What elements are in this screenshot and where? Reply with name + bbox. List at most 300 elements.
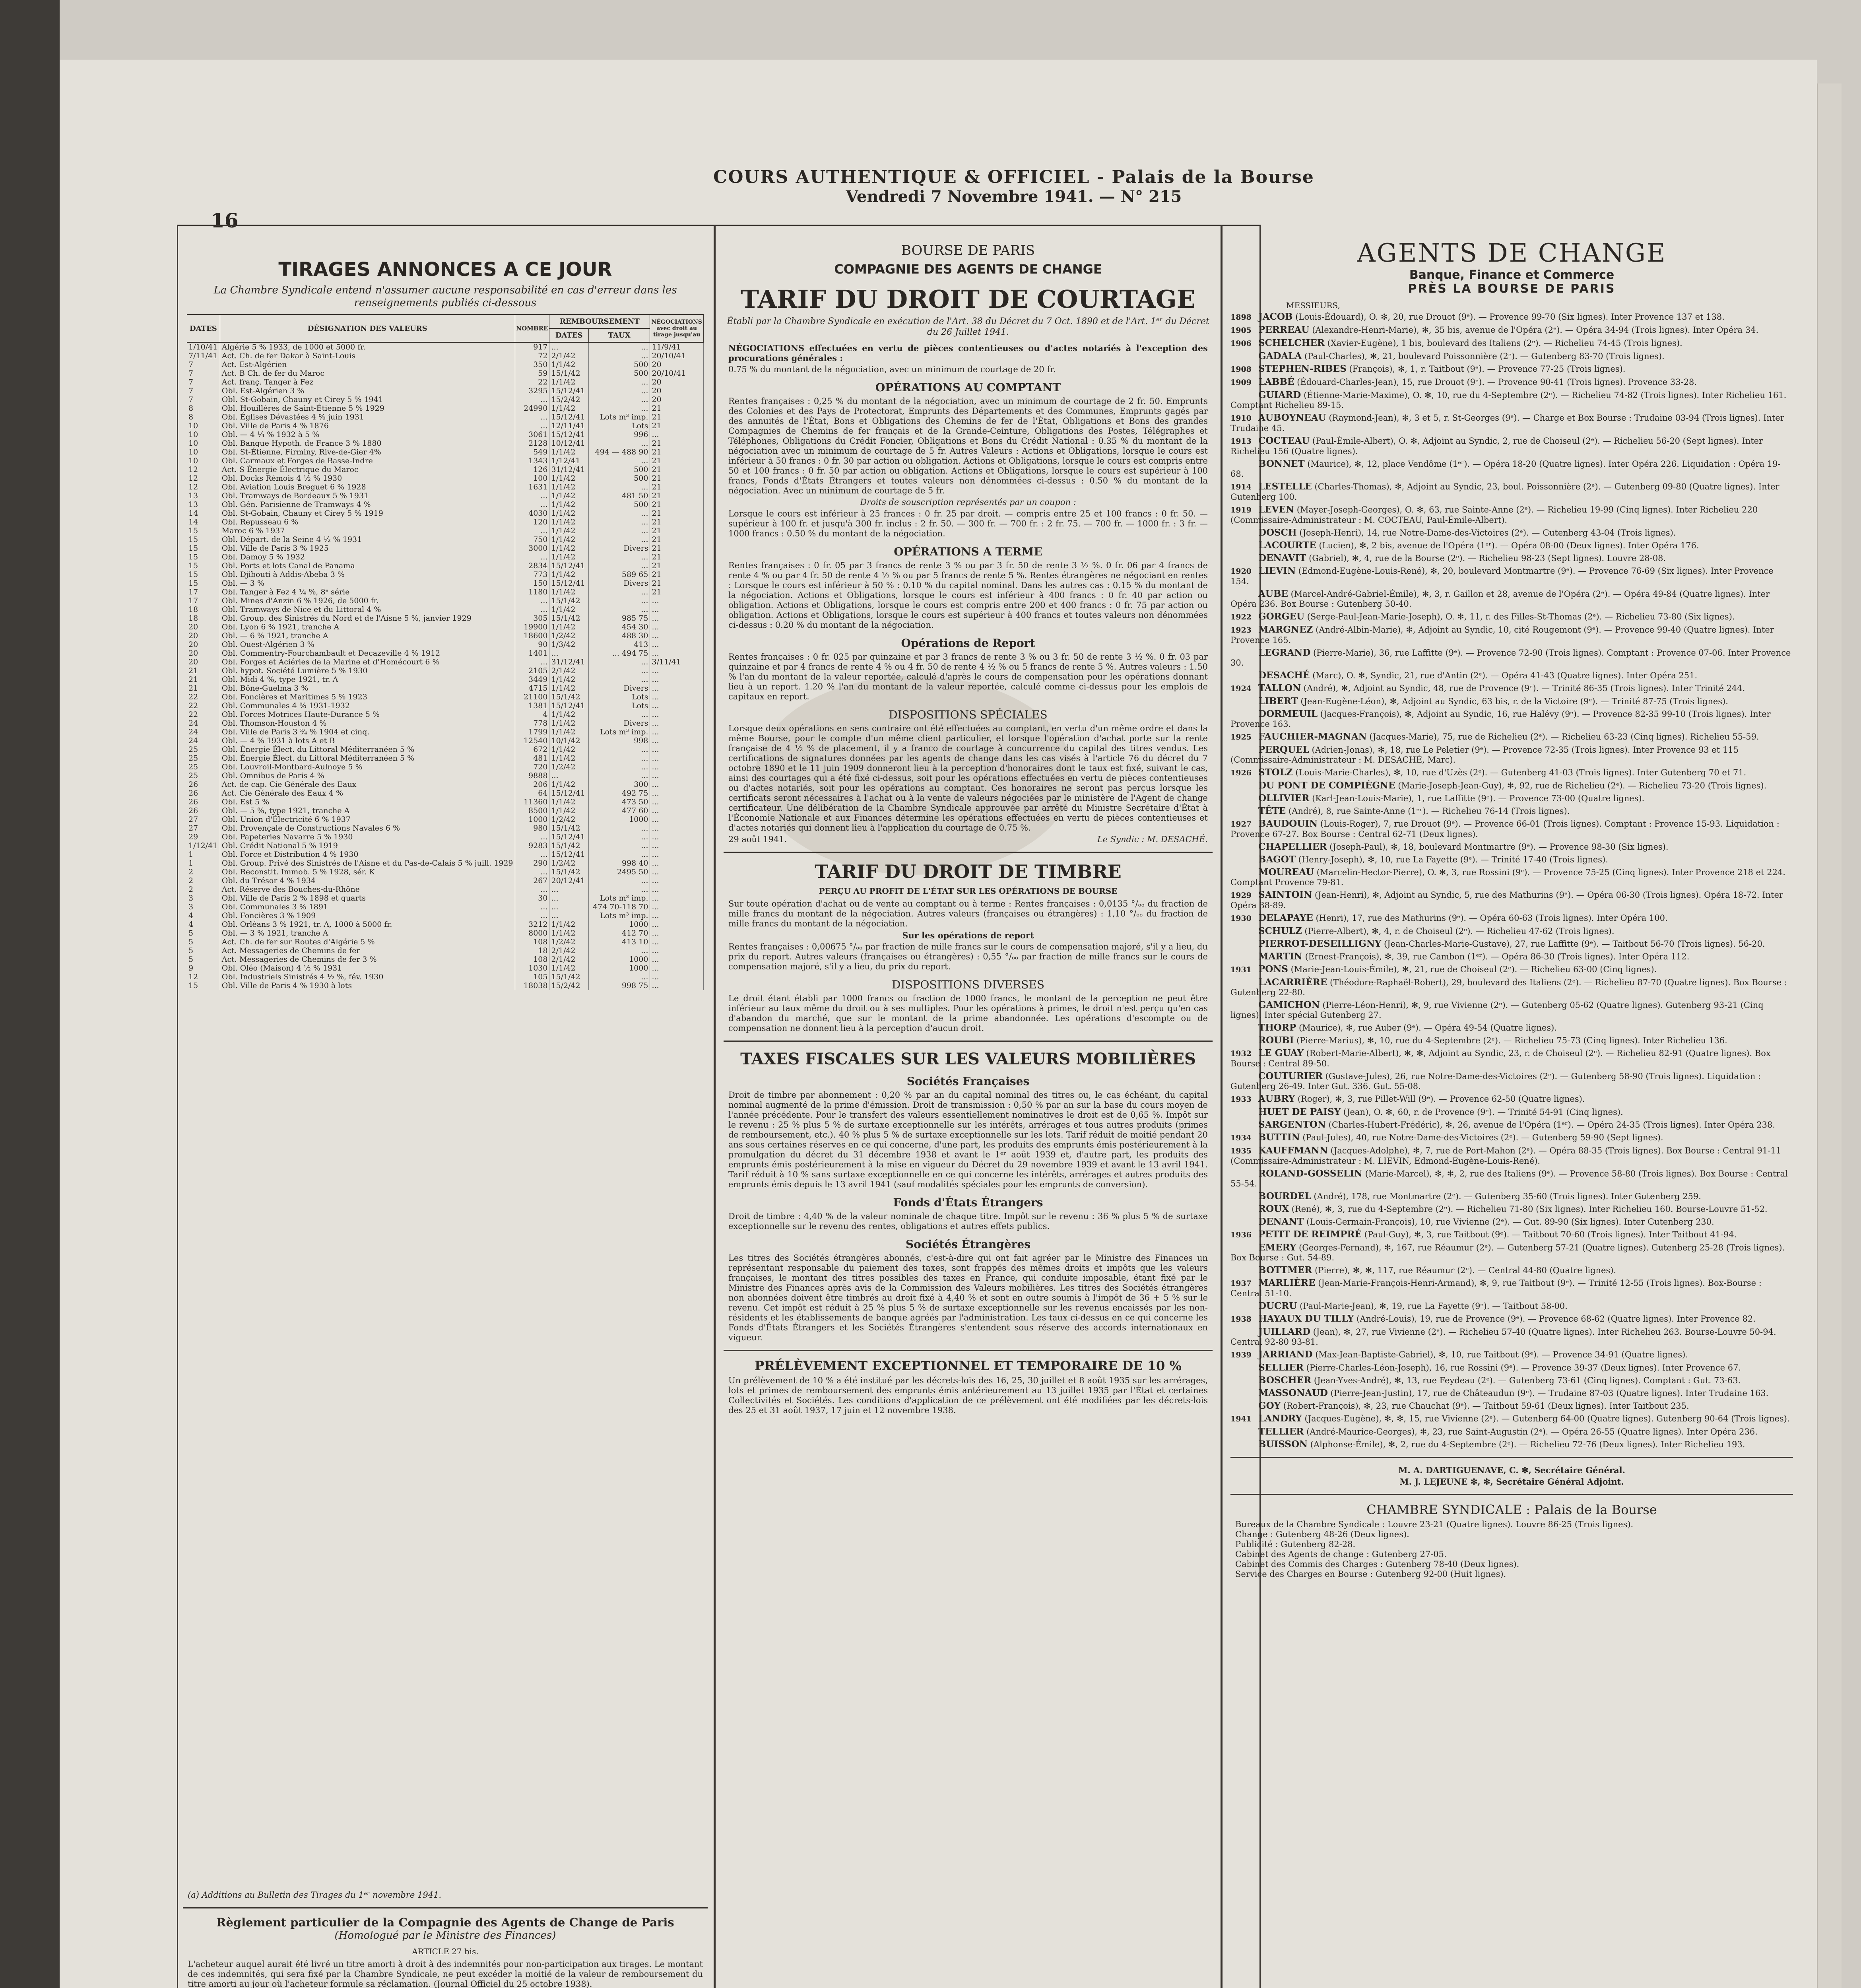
cell-date: 15 bbox=[187, 535, 220, 544]
cell-desc: Obl. Tanger à Fez 4 ¼ %, 8ᵉ série bbox=[220, 588, 515, 596]
agent-name: AUBOYNEAU bbox=[1258, 412, 1326, 423]
cell-rdate: 12/11/41 bbox=[549, 421, 589, 430]
table-row bbox=[187, 544, 704, 553]
agent-name: MARGNEZ bbox=[1258, 624, 1313, 635]
cell-desc: Act. B Ch. de fer du Maroc bbox=[220, 369, 515, 378]
table-row bbox=[187, 885, 704, 894]
agent-year: 1941 bbox=[1230, 1415, 1252, 1423]
cell-taux: 1000 bbox=[588, 964, 650, 973]
cell-rdate: 1/1/42 bbox=[549, 806, 589, 815]
table-row bbox=[187, 369, 704, 378]
cell-neg: ... bbox=[650, 815, 704, 824]
cell-neg: ... bbox=[650, 789, 704, 798]
cell-taux: ... bbox=[588, 946, 650, 955]
cell-date: 22 bbox=[187, 693, 220, 701]
cell-nombre: 108 bbox=[515, 955, 549, 964]
cell-desc: Obl. Ville de Paris 4 % 1876 bbox=[220, 421, 515, 430]
cell-nombre: ... bbox=[515, 850, 549, 859]
cell-rdate: 1/1/42 bbox=[549, 544, 589, 553]
cell-date: 5 bbox=[187, 929, 220, 938]
agent-entry bbox=[1230, 553, 1793, 563]
cell-date: 8 bbox=[187, 404, 220, 413]
agent-name: GADALA bbox=[1258, 351, 1302, 361]
cell-desc: Obl. — 3 % 1921, tranche A bbox=[220, 929, 515, 938]
table-row bbox=[187, 386, 704, 395]
cell-neg: ... bbox=[650, 684, 704, 693]
cell-rdate: 1/1/42 bbox=[549, 378, 589, 386]
cell-neg: 20/10/41 bbox=[650, 369, 704, 378]
cell-nombre: ... bbox=[515, 413, 549, 421]
table-row bbox=[187, 911, 704, 920]
cell-rdate: 10/1/42 bbox=[549, 736, 589, 745]
cell-neg: ... bbox=[650, 728, 704, 736]
agent-entry bbox=[1230, 1265, 1793, 1276]
agent-details: (Marcel-André-Gabriel-Émile), ✻, 3, r. Gaillon et 28, avenue de l'Opéra (2ᵉ). — Opéra 49-84 (Quatre lignes). Inter Opéra 236. Box Bourse : Gutenberg 50-40. bbox=[1230, 589, 1770, 609]
agent-entry bbox=[1230, 793, 1793, 804]
cell-nombre: 4030 bbox=[515, 509, 549, 518]
cell-rdate: 31/12/41 bbox=[549, 465, 589, 474]
cell-rdate: 20/12/41 bbox=[549, 876, 589, 885]
table-row bbox=[187, 474, 704, 483]
cell-taux: Lots m³ imp. bbox=[588, 413, 650, 421]
table-row bbox=[187, 509, 704, 518]
taxes-title: TAXES FISCALES SUR LES VALEURS MOBILIÈRES bbox=[740, 1050, 1196, 1068]
comptant-text: Rentes françaises : 0,25 % du montant de la négociation, avec un minimum de courtage de 2 fr. 50. Emprunts des Colonies et des Pays de Protectorat, Emprunts des Départements et des Communes, Emprunts gagés par des annuités de l'État, Bons et Obligations des Chemins de fer de l'État, Obligations et Bons des grandes Compagnies de Chemins de fer français et de la Grande-Ceinture, Obligations des Postes, Télégraphes et Téléphones, Obligations du Crédit Foncier, Obligations et Bons du Crédit National : 0.35 % du montant de la négociation avec un minimum de courtage de 5 fr. Autres Valeurs : Actions et Obligations, lorsque le cours est inférieur à 50 francs : 0 fr. 30 par action ou obligation. Actions et Obligations, lorsque le cours est compris entre 50 et 100 francs : 0 fr. 50 par action ou obligation. Actions et Obligations, lorsque le cours est supérieur à 100 francs, Fonds d'États Étrangers et toutes valeurs non dénommées ci-dessus : 0.50 % du montant de la négociation. Avec un minimum de courtage de 5 fr. bbox=[728, 396, 1208, 495]
table-row bbox=[187, 413, 704, 421]
table-row bbox=[187, 771, 704, 780]
table-row bbox=[187, 596, 704, 605]
agent-entry bbox=[1230, 566, 1793, 586]
agent-entry bbox=[1230, 926, 1793, 936]
cell-desc: Obl. Mines d'Anzin 6 % 1926, de 5000 fr. bbox=[220, 596, 515, 605]
agent-details: (René), ✻, 3, rue du 4-Septembre (2ᵉ). — Richelieu 71-80 (Six lignes). Inter Richelieu 160. Bourse-Louvre 51-52. bbox=[1291, 1204, 1768, 1214]
cell-nombre: 18600 bbox=[515, 631, 549, 640]
agent-details: (Georges-Fernand), ✻, 167, rue Réaumur (2ᵉ). — Gutenberg 57-21 (Quatre lignes). Gutenberg 25-28 (Trois lignes). Box Bourse : Gut. 54-89. bbox=[1230, 1243, 1785, 1262]
cell-desc: Obl. Industriels Sinistrés 4 ½ %, fév. 1930 bbox=[220, 973, 515, 981]
col-nombre: NOMBRE bbox=[515, 315, 549, 342]
cell-neg: ... bbox=[650, 911, 704, 920]
cell-desc: Obl. Lyon 6 % 1921, tranche A bbox=[220, 623, 515, 631]
agent-year: 1922 bbox=[1230, 613, 1252, 621]
timbre-text2: Rentes françaises : 0,00675 °/ₒₒ par fraction de mille francs sur le cours de compensation majoré, s'il y a lieu, du prix du report. Autres valeurs (françaises ou étrangères) : 0,55 °/ₒₒ par fraction de mille francs sur le cours de compensation majoré, s'il y a lieu, du prix du report. bbox=[728, 942, 1208, 971]
agent-name: LANDRY bbox=[1258, 1413, 1302, 1424]
cell-desc: Obl. Est 5 % bbox=[220, 798, 515, 806]
agent-name: LACOURTE bbox=[1258, 540, 1316, 551]
agent-name: DORMEUIL bbox=[1258, 709, 1318, 719]
agent-name: MARTIN bbox=[1258, 951, 1302, 962]
table-row bbox=[187, 561, 704, 570]
agent-details: (André-Maurice-Georges), ✻, 23, rue Saint-Augustin (2ᵉ). — Opéra 26-55 (Quatre lignes). Inter Opéra 236. bbox=[1306, 1427, 1758, 1437]
agent-entry bbox=[1230, 325, 1793, 336]
agent-entry bbox=[1230, 528, 1793, 538]
cell-neg: ... bbox=[650, 973, 704, 981]
soc-et-title: Sociétés Étrangères bbox=[906, 1238, 1030, 1251]
cell-date: 10 bbox=[187, 421, 220, 430]
agent-name: ROUBI bbox=[1258, 1035, 1294, 1046]
cell-taux: ... bbox=[588, 745, 650, 754]
cell-date: 2 bbox=[187, 876, 220, 885]
cell-nombre: 21100 bbox=[515, 693, 549, 701]
agent-name: BOSCHER bbox=[1258, 1375, 1312, 1386]
cell-nombre: 778 bbox=[515, 719, 549, 728]
agent-details: (Louis-Édouard), O. ✻, 20, rue Drouot (9ᵉ). — Provence 99-70 (Six lignes). Inter Provence 137 et 138. bbox=[1295, 312, 1725, 322]
cell-neg: ... bbox=[650, 876, 704, 885]
table-row bbox=[187, 421, 704, 430]
comptant-title: OPÉRATIONS AU COMPTANT bbox=[875, 381, 1061, 394]
agent-entry bbox=[1230, 913, 1793, 924]
cell-neg: ... bbox=[650, 780, 704, 789]
agent-entry bbox=[1230, 459, 1793, 479]
cell-neg: 21 bbox=[650, 570, 704, 579]
divider bbox=[724, 852, 1213, 853]
table-row bbox=[187, 518, 704, 526]
cell-neg: ... bbox=[650, 859, 704, 868]
agent-entry bbox=[1230, 819, 1793, 839]
agent-name: GUIARD bbox=[1258, 390, 1301, 400]
cell-nombre: 350 bbox=[515, 360, 549, 369]
cell-taux: 1000 bbox=[588, 920, 650, 929]
agent-entry bbox=[1230, 1023, 1793, 1033]
cell-neg: ... bbox=[650, 430, 704, 439]
agent-name: TALLON bbox=[1258, 683, 1301, 693]
agent-entry bbox=[1230, 1107, 1793, 1117]
cell-taux: ... bbox=[588, 710, 650, 719]
cell-nombre: ... bbox=[515, 885, 549, 894]
agent-name: SELLIER bbox=[1258, 1362, 1304, 1373]
table-row bbox=[187, 623, 704, 631]
cell-date: 26 bbox=[187, 789, 220, 798]
cell-rdate: 31/12/41 bbox=[549, 658, 589, 666]
agent-name: EMERY bbox=[1258, 1242, 1296, 1253]
cell-date: 4 bbox=[187, 920, 220, 929]
cell-taux: Lots bbox=[588, 421, 650, 430]
table-row bbox=[187, 456, 704, 465]
agent-details: (Maurice), ✻, 12, place Vendôme (1ᵉʳ). — Opéra 18-20 (Quatre lignes). Inter Opéra 226. Liquidation : Opéra 19-68. bbox=[1230, 459, 1781, 479]
page-edge bbox=[1817, 83, 1842, 1988]
tirages-subtitle: La Chambre Syndicale entend n'assumer aucune responsabilité en cas d'erreur dans les renseignements publiés ci-dessous bbox=[213, 284, 677, 309]
cell-desc: Act. Ch. de fer Dakar à Saint-Louis bbox=[220, 351, 515, 360]
cell-nombre: ... bbox=[515, 395, 549, 404]
agent-details: (Pierre-Marie), 36, rue Laffitte (9ᵉ). — Provence 72-90 (Trois lignes). Comptant : Provence 07-06. Inter Provence 30. bbox=[1230, 648, 1791, 668]
agent-entry bbox=[1230, 1314, 1793, 1324]
cell-neg: ... bbox=[650, 850, 704, 859]
agent-entry bbox=[1230, 1401, 1793, 1411]
agent-year: 1908 bbox=[1230, 365, 1252, 374]
table-row bbox=[187, 868, 704, 876]
agent-entry bbox=[1230, 709, 1793, 729]
cell-date: 14 bbox=[187, 509, 220, 518]
cell-neg: ... bbox=[650, 946, 704, 955]
agent-name: LE GUAY bbox=[1258, 1048, 1304, 1058]
agent-entry bbox=[1230, 540, 1793, 551]
agent-name: STOLZ bbox=[1258, 767, 1293, 778]
cell-nombre: 2128 bbox=[515, 439, 549, 448]
cell-rdate: 2/1/42 bbox=[549, 955, 589, 964]
cell-taux: Lots m³ imp. bbox=[588, 728, 650, 736]
cell-neg: ... bbox=[650, 649, 704, 658]
cell-desc: Obl. hypot. Société Lumière 5 % 1930 bbox=[220, 666, 515, 675]
table-row bbox=[187, 579, 704, 588]
cell-taux: 494 — 488 90 bbox=[588, 448, 650, 456]
agent-name: TÊTE bbox=[1258, 806, 1286, 816]
cell-desc: Obl. Force et Distribution 4 % 1930 bbox=[220, 850, 515, 859]
table-row bbox=[187, 850, 704, 859]
cell-taux: Divers bbox=[588, 684, 650, 693]
table-row bbox=[187, 535, 704, 544]
agent-year: 1910 bbox=[1230, 414, 1252, 423]
agent-name: AUBE bbox=[1258, 588, 1288, 599]
tirages-column bbox=[183, 235, 708, 1988]
agent-entry bbox=[1230, 1229, 1793, 1240]
agent-name: LEVEN bbox=[1258, 504, 1294, 515]
cell-date: 5 bbox=[187, 946, 220, 955]
cell-desc: Obl. Commentry-Fourchambault et Decazeville 4 % 1912 bbox=[220, 649, 515, 658]
cell-taux: ... bbox=[588, 605, 650, 614]
cell-desc: Obl. — 3 % bbox=[220, 579, 515, 588]
cell-rdate: 1/1/42 bbox=[549, 491, 589, 500]
agent-entry bbox=[1230, 1363, 1793, 1373]
cell-taux: ... bbox=[588, 885, 650, 894]
courtage-subtitle: Établi par la Chambre Syndicale en exécution de l'Art. 38 du Décret du 7 Oct. 1890 et de l'Art. 1ᵉʳ du Décret du 26 Juillet 1941. bbox=[727, 316, 1209, 337]
cell-neg: 21 bbox=[650, 456, 704, 465]
agent-year: 1919 bbox=[1230, 506, 1252, 514]
cell-desc: Act. franç. Tanger à Fez bbox=[220, 378, 515, 386]
chambre-line: Service des Charges en Bourse : Gutenberg 92-00 (Huit lignes). bbox=[1235, 1569, 1506, 1579]
agent-details: (Mayer-Joseph-Georges), O. ✻, 63, rue Sainte-Anne (2ᵉ). — Richelieu 19-99 (Cinq lignes). Inter Richelieu 220 (Commissaire-Administrateur : M. COCTEAU, Paul-Émile-Albert). bbox=[1230, 505, 1758, 525]
fonds-title: Fonds d'États Étrangers bbox=[893, 1196, 1043, 1209]
cell-rdate: 1/1/42 bbox=[549, 509, 589, 518]
secretaire-adjoint: M. J. LEJEUNE ✻, ✻, Secrétaire Général Adjoint. bbox=[1399, 1477, 1624, 1487]
prelevement-title: PRÉLÈVEMENT EXCEPTIONNEL ET TEMPORAIRE DE 10 % bbox=[755, 1358, 1182, 1373]
cell-desc: Obl. St-Gobain, Chauny et Cirey 5 % 1919 bbox=[220, 509, 515, 518]
cell-date: 5 bbox=[187, 955, 220, 964]
cell-rdate: 15/1/42 bbox=[549, 369, 589, 378]
cell-taux: ... bbox=[588, 763, 650, 771]
dispositions-title: DISPOSITIONS SPÉCIALES bbox=[889, 708, 1048, 721]
cell-desc: Obl. Départ. de la Seine 4 ½ % 1931 bbox=[220, 535, 515, 544]
agent-details: (Ernest-François), ✻, 39, rue Cambon (1ᵉʳ). — Opéra 86-30 (Trois lignes). Inter Opéra 112. bbox=[1305, 952, 1690, 961]
table-row bbox=[187, 491, 704, 500]
cell-nombre: ... bbox=[515, 868, 549, 876]
cell-neg: ... bbox=[650, 771, 704, 780]
table-row bbox=[187, 710, 704, 719]
cell-desc: Obl. Group. des Sinistrés du Nord et de l'Aisne 5 %, janvier 1929 bbox=[220, 614, 515, 623]
agent-year: 1930 bbox=[1230, 914, 1252, 923]
agent-details: (Louis-Roger), 7, rue Drouot (9ᵉ). — Provence 66-01 (Trois lignes). Comptant : Provence 15-93. Liquidation : Provence 67-27. Box Bourse : Central 62-71 (Deux lignes). bbox=[1230, 819, 1779, 839]
cell-nombre: 4 bbox=[515, 710, 549, 719]
cell-desc: Act. Ch. de fer sur Routes d'Algérie 5 % bbox=[220, 938, 515, 946]
cell-rdate: 1/1/42 bbox=[549, 404, 589, 413]
agent-entry bbox=[1230, 1388, 1793, 1398]
col-remboursement: REMBOURSEMENT bbox=[549, 315, 650, 328]
compagnie-label: COMPAGNIE DES AGENTS DE CHANGE bbox=[834, 262, 1102, 277]
cell-nombre: 267 bbox=[515, 876, 549, 885]
cell-rdate: 1/2/42 bbox=[549, 859, 589, 868]
table-row bbox=[187, 588, 704, 596]
cell-rdate: 1/1/42 bbox=[549, 798, 589, 806]
cell-date: 1/12/41 bbox=[187, 841, 220, 850]
agent-details: (Pierre-Jean-Justin), 17, rue de Châteaudun (9ᵉ). — Trudaine 87-03 (Quatre lignes). Inter Trudaine 163. bbox=[1330, 1388, 1769, 1398]
cell-neg: ... bbox=[650, 631, 704, 640]
cell-taux: ... bbox=[588, 535, 650, 544]
agent-name: TELLIER bbox=[1258, 1426, 1304, 1437]
cell-nombre: 108 bbox=[515, 938, 549, 946]
cell-taux: Lots m³ imp. bbox=[588, 911, 650, 920]
agent-name: DENAVIT bbox=[1258, 553, 1306, 563]
cell-neg: ... bbox=[650, 824, 704, 833]
cell-neg: 21 bbox=[650, 465, 704, 474]
cell-neg: 21 bbox=[650, 553, 704, 561]
cell-rdate: 1/1/42 bbox=[549, 675, 589, 684]
cell-neg: ... bbox=[650, 675, 704, 684]
secretaire-general: M. A. DARTIGUENAVE, C. ✻, Secrétaire Général. bbox=[1398, 1465, 1625, 1475]
cell-nombre: 150 bbox=[515, 579, 549, 588]
col-remb-dates: DATES bbox=[549, 328, 589, 342]
agent-entry bbox=[1230, 1035, 1793, 1046]
table-row bbox=[187, 938, 704, 946]
cell-neg: ... bbox=[650, 894, 704, 903]
table-row bbox=[187, 378, 704, 386]
agents-title: AGENTS DE CHANGE bbox=[1357, 239, 1667, 268]
cell-desc: Act. S Énergie Électrique du Maroc bbox=[220, 465, 515, 474]
cell-nombre: 290 bbox=[515, 859, 549, 868]
soc-fr-title: Sociétés Françaises bbox=[906, 1075, 1030, 1088]
agent-name: COUTURIER bbox=[1258, 1071, 1323, 1081]
cell-rdate: 15/12/41 bbox=[549, 833, 589, 841]
cell-rdate: 1/1/42 bbox=[549, 526, 589, 535]
cell-rdate: 1/2/42 bbox=[549, 763, 589, 771]
agent-name: LESTELLE bbox=[1258, 481, 1312, 492]
table-row bbox=[187, 553, 704, 561]
cell-neg: ... bbox=[650, 719, 704, 728]
agent-details: (Raymond-Jean), ✻, 3 et 5, r. St-Georges (9ᵉ). — Charge et Box Bourse : Trudaine 03-94 (Trois lignes). Inter Trudaine 45. bbox=[1230, 413, 1784, 433]
agent-name: BOTTMER bbox=[1258, 1265, 1312, 1276]
cell-taux: 481 50 bbox=[588, 491, 650, 500]
table-row bbox=[187, 693, 704, 701]
cell-desc: Obl. Repusseau 6 % bbox=[220, 518, 515, 526]
cell-rdate: 1/1/42 bbox=[549, 728, 589, 736]
agent-year: 1929 bbox=[1230, 891, 1252, 900]
cell-rdate: 15/1/42 bbox=[549, 824, 589, 833]
cell-date: 24 bbox=[187, 736, 220, 745]
table-row bbox=[187, 728, 704, 736]
agent-entry bbox=[1230, 806, 1793, 816]
agent-name: GOY bbox=[1258, 1400, 1281, 1411]
table-row bbox=[187, 351, 704, 360]
cell-neg: ... bbox=[650, 798, 704, 806]
agent-entry bbox=[1230, 670, 1793, 681]
chambre-lines bbox=[1230, 1520, 1793, 1579]
cell-nombre: 120 bbox=[515, 518, 549, 526]
cell-rdate: 1/1/42 bbox=[549, 518, 589, 526]
cell-rdate: 15/12/41 bbox=[549, 413, 589, 421]
cell-desc: Obl. Papeteries Navarre 5 % 1930 bbox=[220, 833, 515, 841]
table-row bbox=[187, 789, 704, 798]
agent-name: BUISSON bbox=[1258, 1439, 1308, 1450]
agent-entry bbox=[1230, 648, 1793, 668]
cell-date: 24 bbox=[187, 728, 220, 736]
cell-rdate: 1/1/42 bbox=[549, 535, 589, 544]
report-text: Rentes françaises : 0 fr. 025 par quinzaine et par 3 francs de rente 3 % ou 3 fr. 50 de rente 3 ½ %. 0 fr. 03 par quinzaine et par 4 francs de rente 4 % ou 4 fr. 50 de rente 4 ½ % ou 5 francs de rente 5 %. Autres valeurs : 1.50 % l'an du montant de la valeur reportée, calculé d'après le cours de compensation pour les opérations donnant lieu à un report. 1.20 % l'an du montant de la valeur reportée, calculé comme ci-dessus pour les emplois de capitaux en report. bbox=[728, 652, 1208, 701]
agent-details: (Louis-Marie-Charles), ✻, 10, rue d'Uzès (2ᵉ). — Gutenberg 41-03 (Trois lignes). Inter Gutenberg 70 et 71. bbox=[1295, 768, 1747, 777]
column-divider bbox=[714, 225, 716, 1988]
agent-details: (Paul-Charles), ✻, 21, boulevard Poissonnière (2ᵉ). — Gutenberg 83-70 (Trois lignes). bbox=[1304, 351, 1665, 361]
agent-entry bbox=[1230, 351, 1793, 361]
agent-name: DU PONT DE COMPIÈGNE bbox=[1258, 780, 1395, 791]
agent-entry bbox=[1230, 683, 1793, 694]
agent-year: 1924 bbox=[1230, 684, 1252, 693]
agent-details: (Alexandre-Henri-Marie), ✻, 35 bis, avenue de l'Opéra (2ᵉ). — Opéra 34-94 (Trois lignes). Inter Opéra 34. bbox=[1312, 325, 1759, 335]
cell-nombre: 672 bbox=[515, 745, 549, 754]
cell-taux: ... bbox=[588, 850, 650, 859]
cell-desc: Obl. Tramways de Bordeaux 5 % 1931 bbox=[220, 491, 515, 500]
cell-date: 2 bbox=[187, 868, 220, 876]
agent-entry bbox=[1230, 1217, 1793, 1227]
cell-rdate: ... bbox=[549, 649, 589, 658]
agent-name: HUET DE PAISY bbox=[1258, 1107, 1341, 1117]
agent-details: (André), ✻, Adjoint au Syndic, 48, rue de Provence (9ᵉ). — Trinité 86-35 (Trois lignes). Inter Trinité 244. bbox=[1303, 683, 1745, 693]
cell-rdate: ... bbox=[549, 342, 589, 351]
cell-neg: 21 bbox=[650, 579, 704, 588]
cell-neg: ... bbox=[650, 929, 704, 938]
agent-entry bbox=[1230, 1301, 1793, 1311]
cell-nombre: 3061 bbox=[515, 430, 549, 439]
cell-date: 15 bbox=[187, 553, 220, 561]
cell-nombre: ... bbox=[515, 596, 549, 605]
cell-taux: 492 75 bbox=[588, 789, 650, 798]
chambre-line: Change : Gutenberg 48-26 (Deux lignes). bbox=[1235, 1530, 1409, 1539]
cell-neg: 21 bbox=[650, 421, 704, 430]
cell-desc: Obl. — 4 ¼ % 1932 à 5 % bbox=[220, 430, 515, 439]
cell-desc: Obl. Djibouti à Addis-Abeba 3 % bbox=[220, 570, 515, 579]
cell-neg: ... bbox=[650, 640, 704, 649]
cell-neg: ... bbox=[650, 833, 704, 841]
table-row bbox=[187, 342, 704, 351]
cell-taux: ... bbox=[588, 833, 650, 841]
cell-nombre: 2834 bbox=[515, 561, 549, 570]
agent-name: LABBÉ bbox=[1258, 377, 1294, 387]
table-row bbox=[187, 658, 704, 666]
agent-details: (Xavier-Eugène), 1 bis, boulevard des Italiens (2ᵉ). — Richelieu 74-45 (Trois lignes). bbox=[1327, 338, 1682, 348]
cell-desc: Obl. Forges et Aciéries de la Marine et d'Homécourt 6 % bbox=[220, 658, 515, 666]
agent-name: SCHELCHER bbox=[1258, 338, 1325, 348]
agent-year: 1906 bbox=[1230, 339, 1252, 348]
cell-nombre: ... bbox=[515, 526, 549, 535]
timbre-report-title: Sur les opérations de report bbox=[902, 930, 1034, 940]
agent-entry bbox=[1230, 780, 1793, 791]
table-row bbox=[187, 841, 704, 850]
tirages-note: (a) Additions au Bulletin des Tirages du 1ᵉʳ novembre 1941. bbox=[188, 1890, 442, 1900]
agent-name: DESACHÉ bbox=[1258, 670, 1310, 681]
cell-rdate: 15/2/42 bbox=[549, 981, 589, 990]
cell-neg: ... bbox=[650, 666, 704, 675]
cell-nombre: 2105 bbox=[515, 666, 549, 675]
cell-desc: Obl. Ville de Paris 2 % 1898 et quarts bbox=[220, 894, 515, 903]
table-row bbox=[187, 780, 704, 789]
table-row bbox=[187, 404, 704, 413]
cell-desc: Obl. du Trésor 4 % 1934 bbox=[220, 876, 515, 885]
cell-taux: ... bbox=[588, 351, 650, 360]
cell-nombre: 9888 bbox=[515, 771, 549, 780]
cell-taux: ... bbox=[588, 596, 650, 605]
table-row bbox=[187, 736, 704, 745]
cell-nombre: ... bbox=[515, 658, 549, 666]
chambre-line: Publicité : Gutenberg 82-28. bbox=[1235, 1540, 1356, 1549]
cell-neg: 21 bbox=[650, 526, 704, 535]
cell-nombre: 18 bbox=[515, 946, 549, 955]
cell-desc: Obl. Aviation Louis Breguet 6 % 1928 bbox=[220, 483, 515, 491]
agent-details: (Lucien), ✻, 2 bis, avenue de l'Opéra (1ᵉʳ). — Opéra 08-00 (Deux lignes). Inter Opéra 176. bbox=[1319, 541, 1699, 550]
